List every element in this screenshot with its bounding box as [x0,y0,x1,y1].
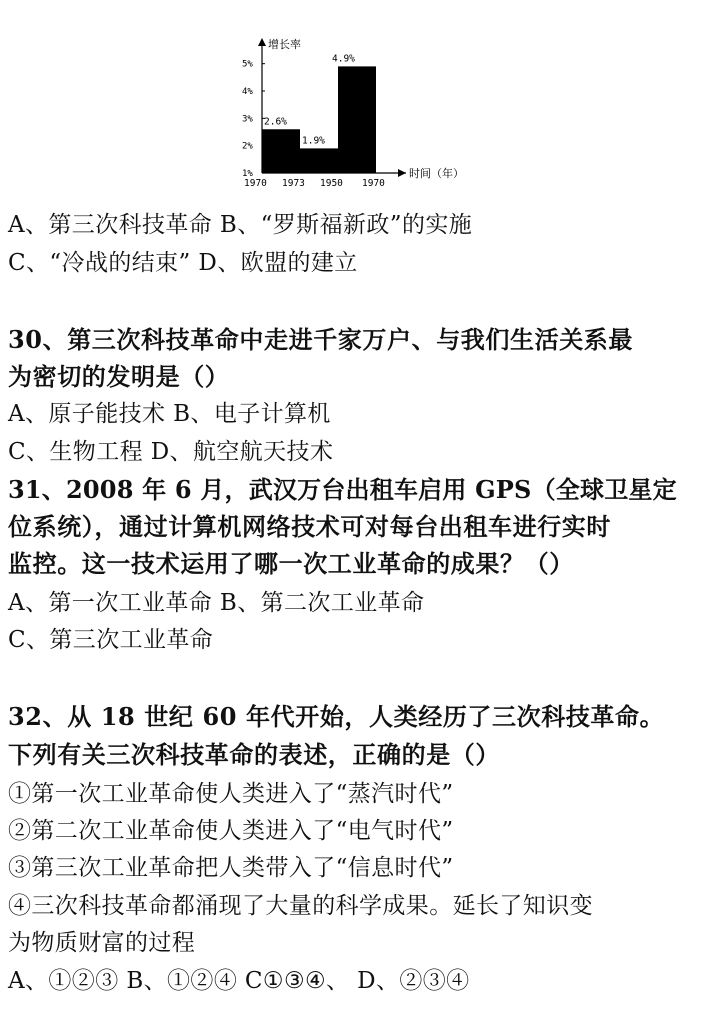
x-tick-label: 1950 [320,178,343,189]
q32-options: A、①②③ B、①②④ C①③④、 D、②③④ [8,968,470,994]
q32-item4-line2: 为物质财富的过程 [8,930,196,956]
y-axis-label: 增长率 [268,38,301,51]
q31-options-line1: A、第一次工业革命 B、第二次工业革命 [8,590,425,616]
bar-value-label: 4.9% [332,53,355,65]
x-axis-label: 时间（年） [409,167,464,180]
y-tick-label: 1% [242,169,253,179]
x-axis-arrow [398,169,406,177]
q32-stem-line2: 下列有关三次科技革命的表述，正确的是（） [8,740,500,769]
q30-options-line1: A、原子能技术 B、电子计算机 [8,401,331,427]
q31-options-line2: C、第三次工业革命 [8,627,214,653]
q32-item1: ①第一次工业革命使人类进入了“蒸汽时代” [8,781,454,807]
growth-rate-chart [236,30,506,192]
q31-stem-line1: 31、2008 年 6 月，武汉万台出租车启用 GPS（全球卫星定 [8,475,677,504]
y-tick-label: 2% [242,141,253,152]
q32-item3: ③第三次工业革命把人类带入了“信息时代” [8,855,454,881]
bar [262,129,300,173]
q29-options-line2: C、“冷战的结束” D、欧盟的建立 [8,250,358,276]
y-tick-label: 5% [242,59,253,70]
q29-options-line1: A、第三次科技革命 B、“罗斯福新政”的实施 [8,212,473,238]
q32-item4-line1: ④三次科技革命都涌现了大量的科学成果。延长了知识变 [8,893,593,919]
q30-stem-line2: 为密切的发明是（） [8,362,230,391]
bar [300,148,338,173]
bar [338,66,376,173]
q31-stem-line3: 监控。这一技术运用了哪一次工业革命的成果？（） [8,549,574,578]
q30-options-line2: C、生物工程 D、航空航天技术 [8,439,334,465]
x-tick-label: 1970 [244,178,267,189]
y-axis-arrow [258,38,266,46]
q31-stem-line2: 位系统），通过计算机网络技术可对每台出租车进行实时 [8,512,611,541]
q30-stem-line1: 30、第三次科技革命中走进千家万户、与我们生活关系最 [8,325,633,354]
x-tick-label: 1973 [282,178,305,189]
x-tick-label: 1970 [362,178,385,189]
y-tick-label: 4% [242,87,253,97]
bar-value-label: 2.6% [264,116,287,128]
q32-stem-line1: 32、从 18 世纪 60 年代开始，人类经历了三次科技革命。 [8,702,665,731]
bar-value-label: 1.9% [302,135,325,147]
y-tick-label: 3% [242,114,253,125]
chart-svg [236,30,506,192]
q32-item2: ②第二次工业革命使人类进入了“电气时代” [8,818,454,844]
